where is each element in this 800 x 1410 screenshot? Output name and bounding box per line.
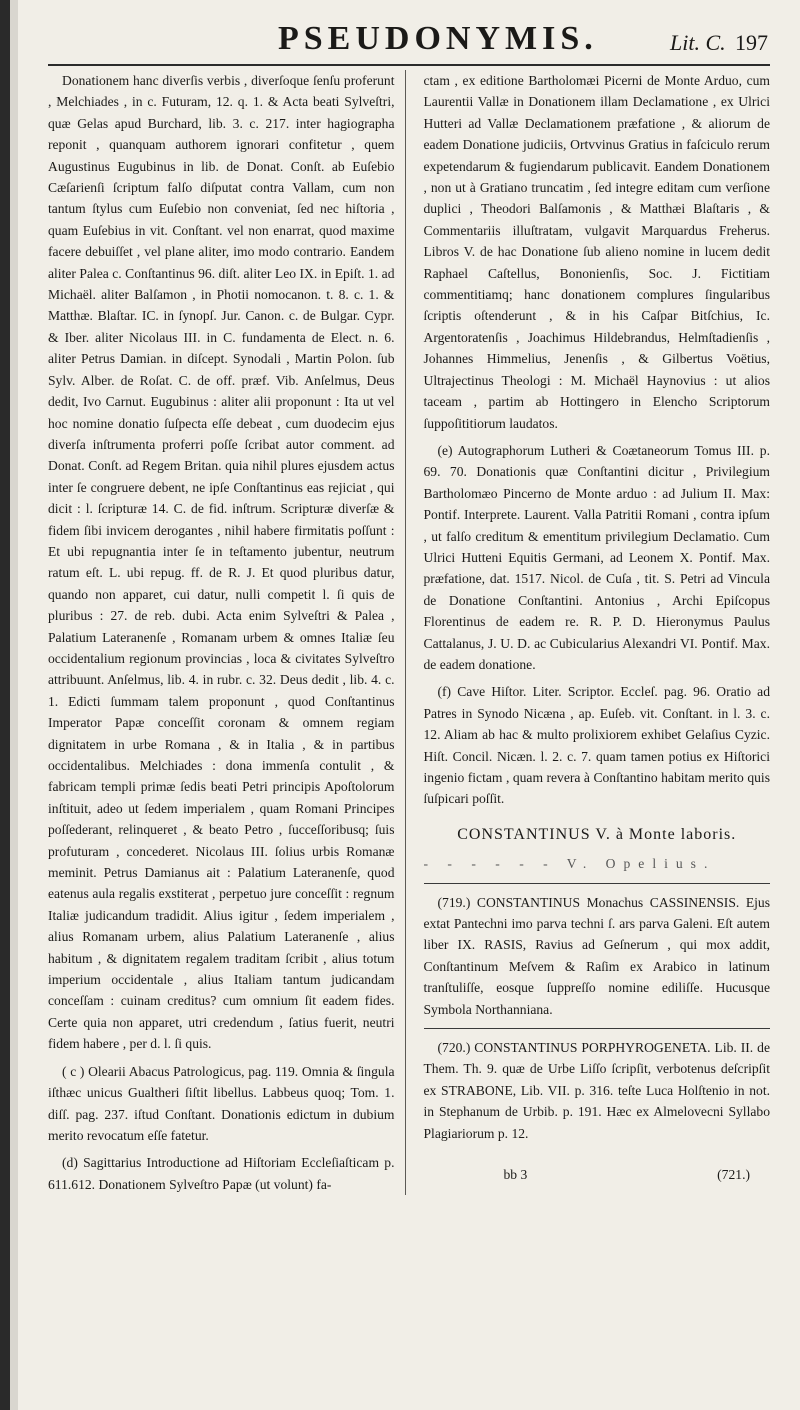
note-b-text: Donationem hanc diverſis verbis , diverſoque ſenſu proferunt , Melchiades , in c. Futuram, 12. q. 1. & Acta beati Sylveſtri, quæ Gelas apud Burchard, lib. 3. c. 217. inter hagiographa reponit , quanquam authorem ignorari confitetur , quem Augustinus Eugubinus in lib. de Donat. Conſt. ab Euſebio Cæſarienſi ſcriptum falſo diſputat contra Vallam, cum non tantum ſtylus cum Euſebio non conveniat, ſed nec hiſtoria , quam Euſebius in vit. Conſtant. vel non enarrat, quod maxime facere debuiſſet , vel plane aliter, imo modo contrario. Eandem aliter Palea c. Conſtantinus 96. diſt. aliter Leo IX. in Epiſt. 1. ad Michaël. aliter Balſamon , in Photii nomocanon. t. 8. c. 1. & Matthæ. Blaſtar. IC. in ſynopſ. Jur. Canon. c. de Bulgar. Cypr. & Iber. aliter Nicolaus III. in C. fundamenta de Elect. n. 6. aliter Petrus Damian. in diſcept. Synodali , Martin Polon. ſub Sylv. Alber. de Roſat. C. de off. præf. Vib. Anſelmus, Deus dedit, Ivo Carnut. Eugubinus : aliter alii proponunt : Ita ut vel hoc nomine donatio ſuſpecta eſſe debeat , cum duodecim ejus diverſa inſtrumenta proferri poſſe ſcribat autor comment. ad Donat. Conſt. ad Regem Britan. quia nihil plures ejusdem actus inter ſe congruere debent, ne ipſe Conſtantinus eas rejiciat , qui dicit : l. ſcripturæ 14. C. de fid. inſtrum. Scripturæ diverſæ & fidem ſibi invicem derogantes , nihil habere firmitatis poſſunt : Et ubi repugnantia inter ſe in teſtamento jubentur, neutrum ratum eſt. L. ubi repug. ff. de R. J. Et quod pluribus datur, quando non apparet, cui datur, nulli competit l. ſi quis de pluribus : 27. de reb. dubi. Acta enim Sylveſtri & Palea , Palatium Lateranenſe , Romanam urbem & omnes Italiæ ſeu occidentalium regionum provincias , loca & civitates Sylveſtro attribuunt. Anſelmus, lib. 4. in rubr. c. 32. Deus dedit , lib. 4. c. 1. Edicti ſummam talem proponunt , quod Conſtantinus Imperator Papæ conceſſit coronam & omnem regiam dignitatem in urbe Romana , & in Italia , & in partibus occidentalibus. Melchiades : dona immenſa contulit , & fabricam templi primæ ſedis beati Petri principis Apoſtolorum inſtituit, adeo ut ſedem imperialem , quam Romani Principes poſſederant, relinqueret , & beato Petro , ſucceſſoribusq; ſuis profuturam , concederet. Nicolaus III. ſolius urbis Romanæ meminit. Petrus Damianus ait : Palatium Lateranenſe, quod eatenus aula regalis exstiterat , perpetuo jure conceſſit : regnum Italiæ judicandum tradidit. Alius igitur , ſedem imperialem , alius Romanam urbem, alius Palatium Lateranenſe , alius habitum , & dignitatem regalem traditam ſcribit , alius totum imperium occidentale , alius Italiam tantum judicandam conceſſam : cuinam creditus? cum omnium ſit eadem fides. Certe quia non apparet, utri credendum , ſatius fuerit, neutri fidem habere , per d. l. ſi quis. bbox=[48, 73, 395, 1052]
note-d-continued: ctam , ex editione Bartholomæi Picerni de Monte Arduo, cum Laurentii Vallæ in Donationem illam Declamatione , ex Ulrici Hutteri ad Vallæ Declamationem præfatione , & aliorum de eadem Donatione judiciis, Ortvvinus Gratius in faſciculo rerum expetendarum & fugiendarum publicavit. Eandem Donationem , non ut à Gratiano truncatim , ſed integre editam cum verſione duplici , Theodori Balſamonis , & Matthæi Blaſtaris , & Commentariis illuſtratam, vulgavit Marquardus Freherus. Libros V. de hac Donatione ſub alieno nomine in lucem dedit Raphael Caſtellus, Bononienſis, Soc. J. Fictitiam commentitiamq; hanc donationem complures ſingularibus ſcriptis oſtenderunt , & in his Caſpar Bitſchius, Ic. Argentoratenſis , Joachimus Hildebrandus, Helmſtadienſis , Johannes Himmelius, Jenenſis , & Gilbertus Voëtius, Ultrajectinus Theologi : M. Michaël Haynovius : ut alios taceam , partim ab Hottingero in Elencho Scriptorum ſuppoſititiorum laudatos. bbox=[423, 73, 770, 431]
note-f-text: (f) Cave Hiſtor. Liter. Scriptor. Eccleſ. pag. 96. Oratio ad Patres in Synodo Nicæna , ap. Euſeb. vit. Conſtant. in l. 3. c. 12. Aliam ab hac & multo prolixiorem exhibet Gelaſius Cyzic. Hiſt. Concil. Nicæn. l. 2. c. 7. quam tamen potius ex Hiſtorici ingenio fictam , quam revera à Conſtantino habitam merito quis ſuſpicari poſſit. bbox=[423, 684, 770, 807]
note-e-text: (e) Autographorum Lutheri & Coætaneorum Tomus III. p. 69. 70. Donationis quæ Conſtantini dicitur , Privilegium Bartholomæo Pincerno de Monte arduo : ad Julium II. Max: Pontif. Interprete. Laurent. Valla Patritii Romani , contra ipſum , ut falſo creditum & ementitum privilegium Declamatio. Cum Ulrici Hutteni Equitis Germani, ad Leonem X. Pontif. Max. præfatione, dat. 1517. Nicol. de Cuſa , tit. S. Petri ad Vincula de Donatione Conſtantini. Antonius , Archi Epiſcopus Florentinus de eadem re. R. P. D. Hieronymus Paulus Cattalanus, J. U. D. ac Cubicularius Alexandri VI. Pontif. Max. de eadem donatione. bbox=[423, 442, 770, 672]
signature-mark: bb 3 bbox=[503, 1167, 528, 1183]
binding-shadow bbox=[0, 0, 10, 1410]
running-title: PSEUDONYMIS. bbox=[278, 20, 598, 57]
header-rule bbox=[48, 64, 770, 66]
two-column-body bbox=[48, 70, 770, 1195]
right-column bbox=[424, 70, 771, 1195]
note-d-text: (d) Sagittarius Introductione ad Hiſtoriam Eccleſiaſticam p. 611.612. Donationem Sylveſtro Papæ (ut volunt) fa- bbox=[48, 1155, 395, 1192]
entry-divider bbox=[424, 1028, 771, 1029]
page-edge bbox=[10, 0, 18, 1410]
cross-reference-line: - - - - - - V. Opelius. bbox=[423, 856, 716, 872]
entry-719: (719.) CONSTANTINUS Monachus CASSINENSIS. Ejus extat Pantechni imo parva techni ſ. ars parva Galeni. Eſt autem liber IX. RASIS, Ravius ad Geſnerum , qui mox addit, Conſtantinum Meſvem & Raſim ex Arabico in latinum tranſtuliſſe, eosque ſuppreſſo nomine ediliſſe. Hucusque Symbola Northanniana. bbox=[423, 894, 770, 1017]
entry-divider bbox=[424, 883, 771, 884]
page-header bbox=[48, 20, 770, 70]
next-entry-number: (721.) bbox=[717, 1167, 750, 1183]
entry-heading-constantinus-monte: CONSTANTINUS V. à Monte laboris. bbox=[457, 825, 737, 843]
section-letter: Lit. C. bbox=[670, 30, 726, 55]
note-c-text: ( c ) Olearii Abacus Patrologicus, pag. 119. Omnia & ſingula iſthæc unicus Gualtheri ſiſtit libellus. Labbeus quoq; Tom. 1. diſſ. pag. 237. iſtud Conſtant. Donationis edictum in dubium merito revocatum eſſe fatetur. bbox=[48, 1063, 395, 1143]
entry-720: (720.) CONSTANTINUS PORPHYROGENETA. Lib. II. de Them. Th. 9. quæ de Urbe Liſſo ſcripſit, verbotenus deſcripſit ex STRABONE, Lib. VII. p. 316. teſte Luca Holſtenio in not. in Stephanum de Urbib. p. 191. Hæc ex Almelovecni Syllabo Plagiariorum p. 12. bbox=[423, 1040, 770, 1141]
page-number: 197 bbox=[735, 30, 768, 55]
page-footer bbox=[424, 1164, 771, 1185]
left-column bbox=[48, 70, 406, 1195]
